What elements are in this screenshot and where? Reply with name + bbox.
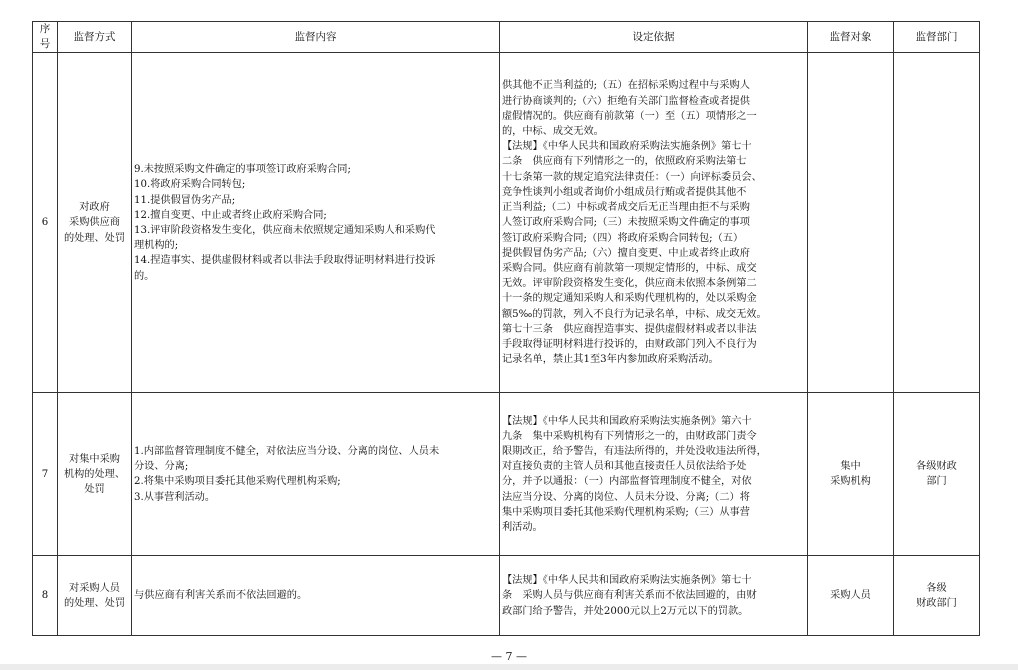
method-line: 对政府 [79,202,110,214]
content-line: 9.未按照采购文件确定的事项签订政府采购合同; [134,164,351,176]
supervision-content [132,53,500,393]
supervision-object [808,53,894,393]
basis-line: 签订政府采购合同;（四）将政府采购合同转包;（五） [502,232,744,244]
row-index: 7 [33,393,58,556]
supervision-method [58,53,132,393]
method-line: 机构的处理、 [63,468,126,480]
basis-line: 提供假冒伪劣产品;（六）擅自变更、中止或者终止政府 [502,247,750,259]
basis-line: 虚假情况的。供应商有前款第（一）至（五）项情形之一 [502,110,757,122]
content-line: 1.内部监督管理制度不健全，对依法应当分设、分离的岗位、人员未 [134,446,440,457]
supervision-table [32,21,980,636]
supervision-department [894,556,980,636]
content-line: 11.提供假冒伪劣产品; [134,194,236,206]
page-number: — 7 — [491,650,527,663]
method-line: 对采购人员 [69,582,120,594]
basis-line: 手段取得证明材料进行投诉的，由财政部门列入不良行为 [502,338,757,350]
supervision-method [58,393,132,556]
content-line: 3.从事营利活动。 [134,491,216,503]
basis-line: 【法规】《中华人民共和国政府采购法实施条例》第七十 [502,141,752,153]
basis-line: 记录名单，禁止其1至3年内参加政府采购活动。 [502,354,719,366]
basis-line: 政部门给予警告，并处2000元以上2万元以下的罚款。 [502,605,749,617]
basis-line: 法应当分设、分离的岗位、人员未分设、分离;（二）将 [502,491,750,503]
basis-line: 十七条第一款的规定追究法律责任：（一）向评标委员会、 [502,171,762,183]
basis-line: 【法规】《中华人民共和国政府采购法实施条例》第七十 [502,575,752,587]
basis-line: 无效。评审阶段资格发生变化，供应商未依照本条例第二 [502,278,757,290]
supervision-method [58,556,132,636]
content-line: 12.擅自变更、中止或者终止政府采购合同; [134,209,327,221]
legal-basis [500,53,808,393]
row-index: 8 [33,556,58,636]
content-line: 的。 [134,270,155,282]
page-gap [0,664,1018,670]
basis-line: 正当利益;（二）中标或者成交后无正当理由拒不与采购 [502,202,750,214]
supervision-department [894,393,980,556]
supervision-object [808,393,894,556]
method-line: 采购供应商 [69,217,120,229]
supervision-department [894,53,980,393]
content-line: 14.捏造事实、提供虚假材料或者以非法手段取得证明材料进行投诉 [134,255,436,267]
method-line: 处罚 [84,484,105,495]
legal-basis [500,556,808,636]
basis-line: 人签订政府采购合同;（三）未按照采购文件确定的事项 [502,217,750,229]
method-line: 的处理、处罚 [63,597,126,609]
basis-line: 第七十三条 供应商捏造事实、提供虚假材料或者以非法 [502,323,757,335]
content-line: 与供应商有利害关系而不依法回避的。 [134,590,308,602]
header-content: 监督内容 [132,22,500,53]
header-method: 监督方式 [58,22,132,53]
legal-basis [500,393,808,556]
basis-line: 额5‰的罚款，列入不良行为记录名单，中标、成交无效。 [502,308,767,320]
table-header-row [33,22,980,53]
basis-line: 二条 供应商有下列情形之一的，依照政府采购法第七 [502,156,747,168]
basis-line: 条 采购人员与供应商有利害关系而不依法回避的，由财 [502,590,757,602]
header-basis: 设定依据 [500,22,808,53]
content-line: 10.将政府采购合同转包; [134,179,246,191]
basis-line: 分，并予以通报：（一）内部监督管理制度不健全，对依 [502,476,752,488]
basis-line: 利活动。 [502,522,543,534]
method-line: 对集中采购 [69,453,120,465]
object-line: 采购人员 [830,590,871,602]
supervision-content [132,556,500,636]
header-index: 序号 [33,22,58,53]
supervision-content [132,393,500,556]
basis-line: 十一条的规定通知采购人和采购代理机构的，处以采购金 [502,293,757,305]
department-line: 各级 [926,582,947,594]
object-line: 采购机构 [830,476,871,488]
object-line: 集中 [840,461,861,473]
table-row [33,53,980,393]
content-line: 2.将集中采购项目委托其他采购代理机构采购; [134,476,341,488]
content-line: 分设、分离; [134,461,189,473]
basis-line: 竞争性谈判小组或者询价小组成员行贿或者提供其他不 [502,186,747,198]
method-line: 的处理、处罚 [63,232,126,244]
basis-line: 进行协商谈判的;（六）拒绝有关部门监督检查或者提供 [502,95,750,107]
basis-line: 限期改正，给予警告，有违法所得的，并处没收违法所得， [502,446,767,457]
basis-line: 集中采购项目委托其他采购代理机构采购;（三）从事营 [502,506,750,518]
table-row [33,556,980,636]
department-line: 部门 [926,476,947,488]
basis-line: 对直接负责的主管人员和其他直接责任人员依法给予处 [502,461,747,473]
basis-line: 供其他不正当利益的;（五）在招标采购过程中与采购人 [502,80,750,92]
row-index: 6 [33,53,58,393]
basis-line: 九条 集中采购机构有下列情形之一的，由财政部门责令 [502,430,757,442]
basis-line: 采购合同。供应商有前款第一项规定情形的，中标、成交 [502,262,757,274]
basis-line: 【法规】《中华人民共和国政府采购法实施条例》第六十 [502,415,752,427]
header-department: 监督部门 [894,22,980,53]
department-line: 各级财政 [916,461,957,473]
table-row [33,393,980,556]
content-line: 理机构的; [134,240,179,252]
header-object: 监督对象 [808,22,894,53]
supervision-object [808,556,894,636]
department-line: 财政部门 [916,597,957,609]
basis-line: 的，中标、成交无效。 [502,126,604,138]
content-line: 13.评审阶段资格发生变化，供应商未依照规定通知采购人和采购代 [134,224,436,236]
